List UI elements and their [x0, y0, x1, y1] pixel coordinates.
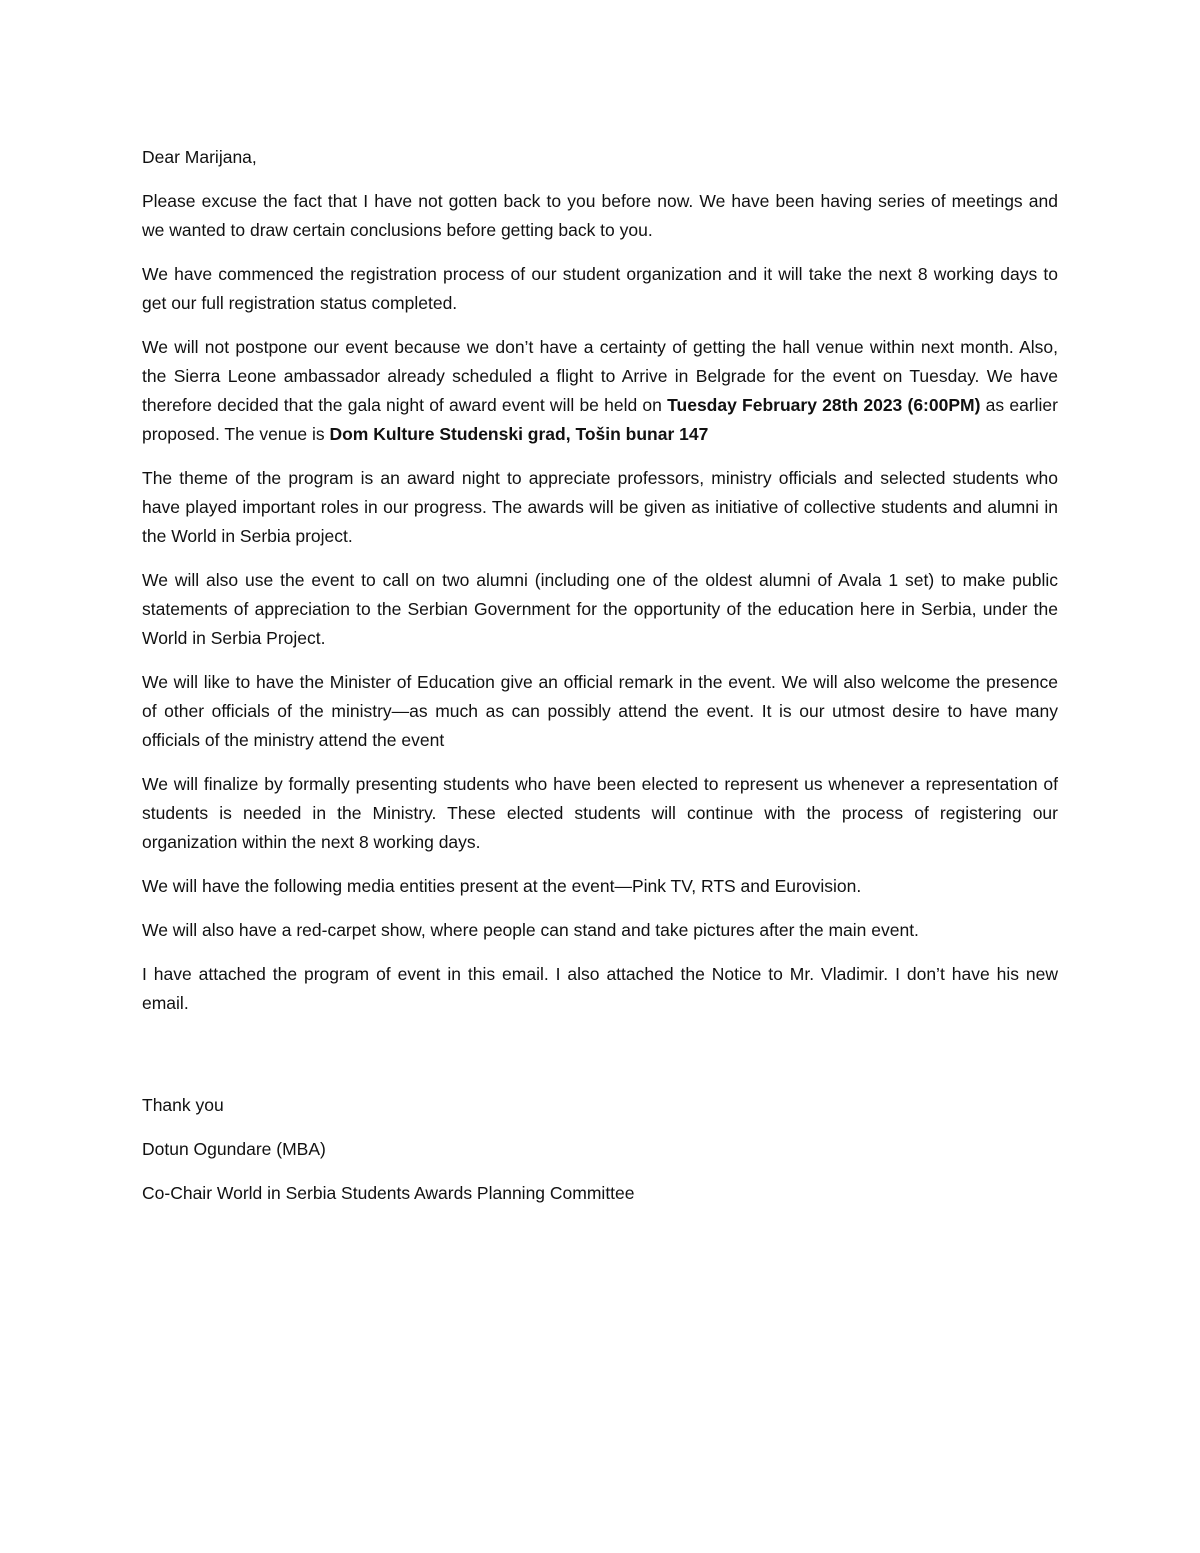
- salutation: Dear Marijana,: [142, 147, 257, 167]
- paragraph-minister: We will like to have the Minister of Education give an official remark in the event. We will also welcome the presence of other officials of the ministry—as much as can possibly attend the event. It is our utmost desire to have many officials of the ministry attend the event: [142, 672, 1058, 750]
- paragraph-alumni: We will also use the event to call on two alumni (including one of the oldest alumni of Avala 1 set) to make public statements of appreciation to the Serbian Government for the opportunity of the education here in Serbia, under the World in Serbia Project.: [142, 570, 1058, 648]
- paragraph-elected-students: We will finalize by formally presenting students who have been elected to represent us whenever a representation of students is needed in the Ministry. These elected students will continue with the process of registering our organization within the next 8 working days.: [142, 774, 1058, 852]
- signer-name: Dotun Ogundare (MBA): [142, 1139, 326, 1159]
- paragraph-media: We will have the following media entities present at the event—Pink TV, RTS and Eurovision.: [142, 876, 862, 896]
- signer-title: Co-Chair World in Serbia Students Awards Planning Committee: [142, 1183, 635, 1203]
- paragraph-registration: We have commenced the registration process of our student organization and it will take the next 8 working days to get our full registration status completed.: [142, 264, 1058, 313]
- event-text-a: We will not postpone our event because we don’t have a certainty of getting the hall venue within next month. Also, the Sierra Leone ambassador already scheduled a flight to Arrive in Belgrade for the event on Tuesday. We have therefore decided that the gala night of award event will be held on: [142, 337, 1058, 415]
- event-venue: Dom Kulture Studenski grad, Tošin bunar 147: [329, 424, 709, 444]
- paragraph-red-carpet: We will also have a red-carpet show, where people can stand and take pictures after the main event.: [142, 920, 919, 940]
- paragraph-attachments: I have attached the program of event in this email. I also attached the Notice to Mr. Vladimir. I don’t have his new email.: [142, 964, 1058, 1013]
- signature-spacer: [142, 1033, 1058, 1091]
- event-date: Tuesday February 28th 2023 (6:00PM): [667, 395, 981, 415]
- closing: Thank you: [142, 1095, 224, 1115]
- event-text-b: as earlier proposed. The venue is: [142, 395, 1058, 444]
- paragraph-apology: Please excuse the fact that I have not gotten back to you before now. We have been having series of meetings and we wanted to draw certain conclusions before getting back to you.: [142, 191, 1058, 240]
- paragraph-event-details: [142, 333, 1058, 449]
- paragraph-theme: The theme of the program is an award night to appreciate professors, ministry officials and selected students who have played important roles in our progress. The awards will be given as initiative of collective students and alumni in the World in Serbia project.: [142, 468, 1058, 546]
